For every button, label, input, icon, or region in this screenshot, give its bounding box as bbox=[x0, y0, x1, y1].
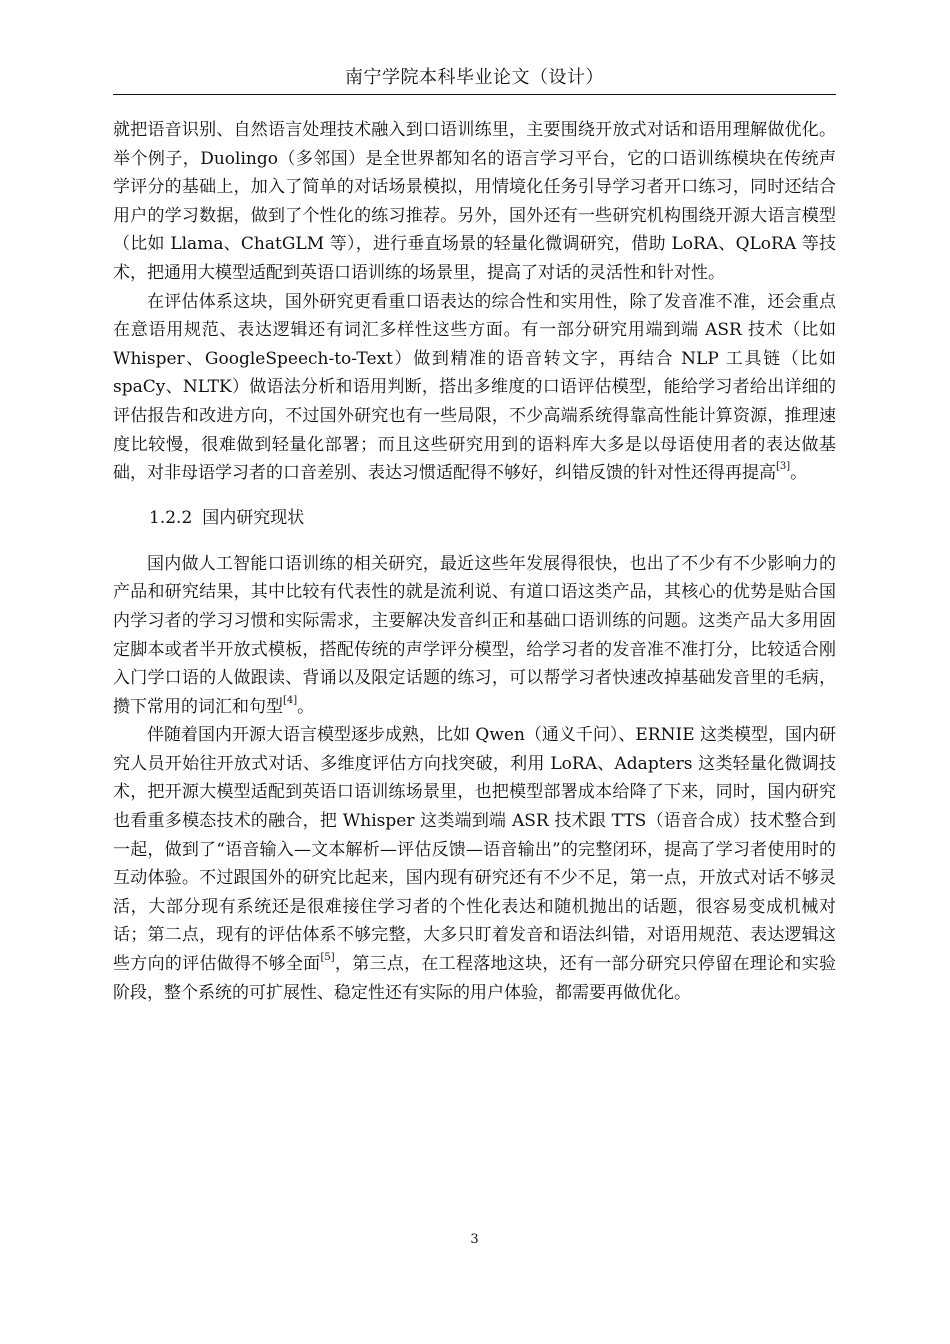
document-body bbox=[113, 116, 836, 1007]
paragraph-evaluation-abroad bbox=[113, 288, 836, 488]
header-divider bbox=[113, 94, 836, 95]
paragraph-text: 在评估体系这块，国外研究更看重口语表达的综合性和实用性，除了发音准不准，还会重点在意语用规范、表达逻辑还有词汇多样性这些方面。有一部分研究用端到端 ASR 技术（比如 Whisper、GoogleSpeech-to-Text）做到精准的语音转文字，再结合 NLP 工具链（比如 spaCy、NLTK）做语法分析和语用判断，搭出多维度的口语评估模型，能给学习者给出详细的评估报告和改进方向，不过国外研究也有一些局限，不少高端系统得靠高性能计算资源，推理速度比较慢，很难做到轻量化部署；而且这些研究用到的语料库大多是以母语使用者的表达做基础，对非母语学习者的口音差别、表达习惯适配得不够好，纠错反馈的针对性还得再提高 bbox=[113, 291, 836, 484]
section-title: 国内研究现状 bbox=[202, 507, 305, 528]
page-header-title: 南宁学院本科毕业论文（设计） bbox=[345, 67, 604, 88]
page-number: 3 bbox=[470, 1232, 479, 1247]
paragraph-domestic-llm bbox=[113, 721, 836, 1007]
paragraph-continuation bbox=[113, 116, 836, 288]
citation-marker: [3] bbox=[776, 461, 791, 473]
citation-marker: [4] bbox=[283, 695, 298, 707]
citation-marker: [5] bbox=[320, 952, 335, 964]
paragraph-domestic-overview bbox=[113, 550, 836, 722]
paragraph-end: 。 bbox=[297, 696, 315, 717]
paragraph-text: 就把语音识别、自然语言处理技术融入到口语训练里，主要围绕开放式对话和语用理解做优化。举个例子，Duolingo（多邻国）是全世界都知名的语言学习平台，它的口语训练模块在传统声学评分的基础上，加入了简单的对话场景模拟，用情境化任务引导学习者开口练习，同时还结合用户的学习数据，做到了个性化的练习推荐。另外，国外还有一些研究机构围绕开源大语言模型（比如 Llama、ChatGLM 等），进行垂直场景的轻量化微调研究，借助 LoRA、QLoRA 等技术，把通用大模型适配到英语口语训练的场景里，提高了对话的灵活性和针对性。 bbox=[113, 120, 836, 283]
paragraph-end: 。 bbox=[790, 463, 808, 484]
section-number: 1.2.2 bbox=[149, 507, 193, 528]
section-heading bbox=[113, 504, 836, 532]
paragraph-text: 国内做人工智能口语训练的相关研究，最近这些年发展得很快，也出了不少有不少影响力的产品和研究结果，其中比较有代表性的就是流利说、有道口语这类产品，其核心的优势是贴合国内学习者的学习习惯和实际需求，主要解决发音纠正和基础口语训练的问题。这类产品大多用固定脚本或者半开放式模板，搭配传统的声学评分模型，给学习者的发音准不准打分，比较适合刚入门学口语的人做跟读、背诵以及限定话题的练习，可以帮学习者快速改掉基础发音里的毛病，攒下常用的词汇和句型 bbox=[113, 553, 836, 717]
paragraph-end: ，第三点，在工程落地这块，还有一部分研究只停留在理论和实验阶段，整个系统的可扩展性、稳定性还有实际的用户体验，都需要再做优化。 bbox=[113, 954, 837, 1003]
paragraph-text: 伴随着国内开源大语言模型逐步成熟，比如 Qwen（通义千问）、ERNIE 这类模型，国内研究人员开始往开放式对话、多维度评估方向找突破，利用 LoRA、Adapters 这类轻量化微调技术，把开源大模型适配到英语口语训练场景里，也把模型部署成本给降了下来，同时，国内研究也看重多模态技术的融合，把 Whisper 这类端到端 ASR 技术跟 TTS（语音合成）技术整合到一起，做到了“语音输入—文本解析—评估反馈—语音输出”的完整闭环，提高了学习者使用时的互动体验。不过跟国外的研究比起来，国内现有研究还有不少不足，第一点，开放式对话不够灵活，大部分现有系统还是很难接住学习者的个性化表达和随机抛出的话题，很容易变成机械对话；第二点，现有的评估体系不够完整，大多只盯着发音和语法纠错，对语用规范、表达逻辑这些方向的评估做得不够全面 bbox=[113, 725, 837, 975]
